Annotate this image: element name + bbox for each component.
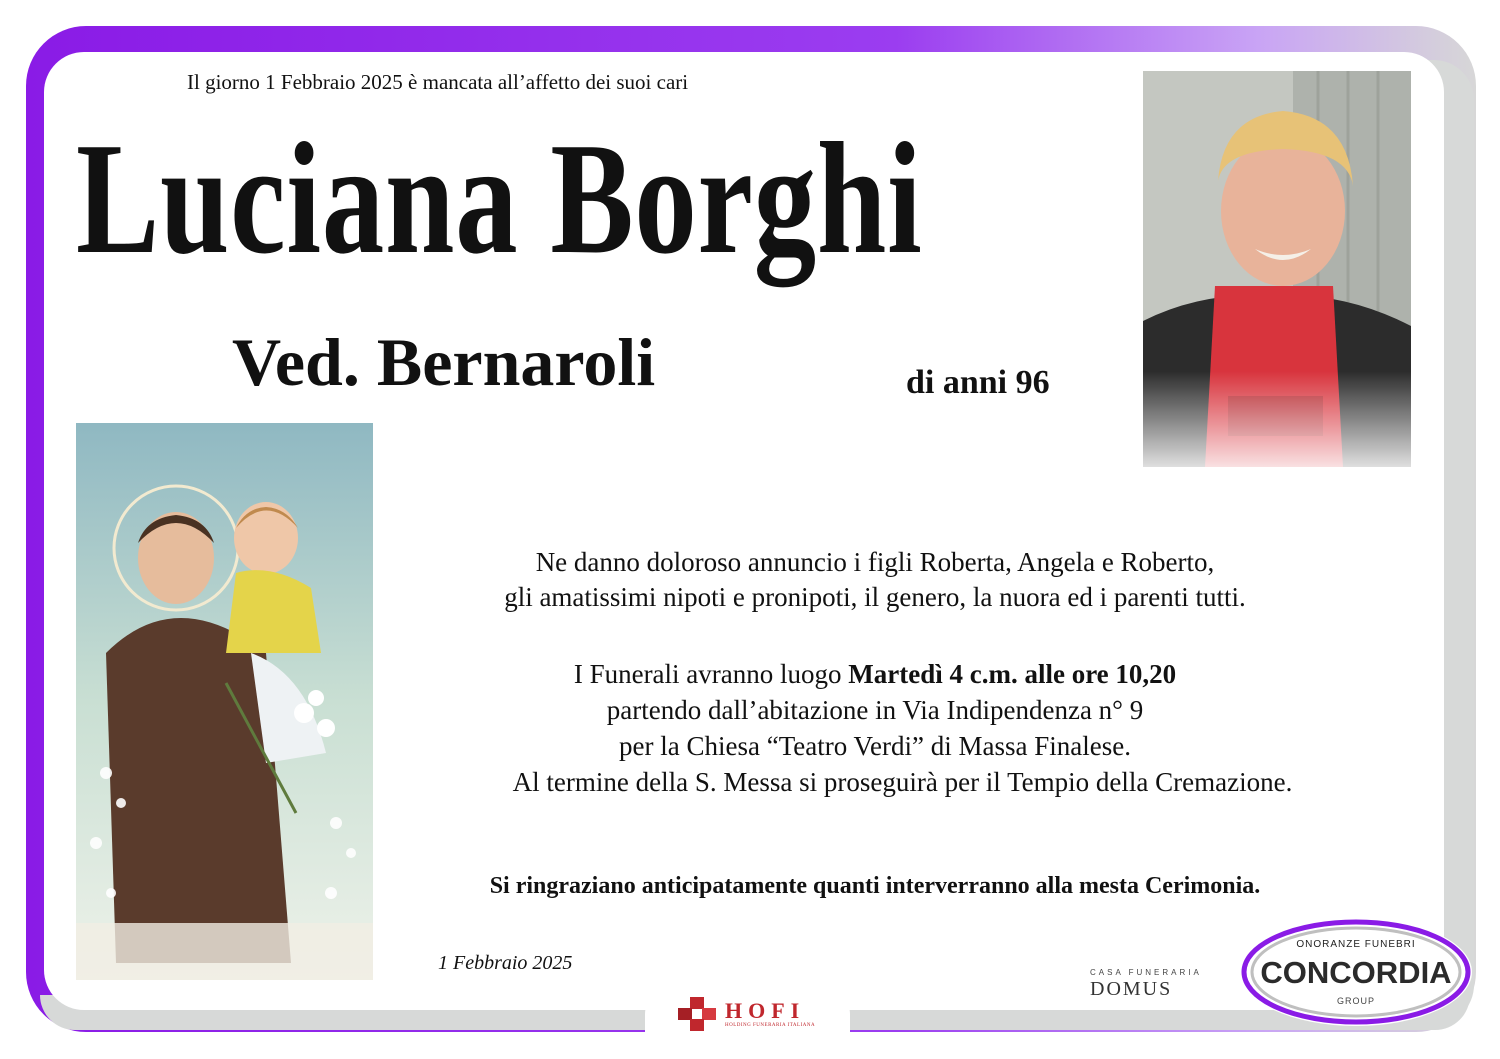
funeral-line-1 bbox=[370, 656, 1380, 692]
married-name: Ved. Bernaroli bbox=[232, 324, 656, 400]
hofi-logo-subtext: HOLDING FUNERARIA ITALIANA bbox=[725, 1023, 816, 1028]
hofi-cube-icon bbox=[678, 997, 718, 1031]
intro-text: Il giorno 1 Febbraio 2025 è mancata all’affetto dei suoi cari bbox=[187, 70, 689, 94]
concordia-logo-bottom: GROUP bbox=[1336, 996, 1375, 1006]
family-line-1: Ne danno doloroso annuncio i figli Roberta, Angela e Roberto, bbox=[535, 547, 1215, 577]
deceased-name: Luciana Borghi bbox=[76, 109, 923, 287]
family-line-2: gli amatissimi nipoti e pronipoti, il genero, la nuora ed i parenti tutti. bbox=[504, 582, 1246, 612]
concordia-logo-top: ONORANZE FUNEBRI bbox=[1296, 939, 1416, 950]
domus-logo-top: CASA FUNERARIA bbox=[1090, 968, 1202, 977]
funeral-line-4: Al termine della S. Messa si proseguirà per il Tempio della Cremazione. bbox=[512, 767, 1293, 797]
funeral-paragraph bbox=[370, 656, 1380, 800]
domus-logo-text: DOMUS bbox=[1090, 978, 1173, 1000]
concordia-logo-text: CONCORDIA bbox=[1260, 955, 1452, 990]
hofi-logo-text: HOFI bbox=[725, 998, 806, 1023]
funeral-line-3: per la Chiesa “Teatro Verdi” di Massa Finalese. bbox=[619, 731, 1131, 761]
portrait-photo bbox=[1143, 71, 1411, 467]
funeral-datetime: Martedì 4 c.m. alle ore 10,20 bbox=[848, 659, 1177, 689]
family-paragraph bbox=[370, 545, 1380, 615]
funeral-line-2: partendo dall’abitazione in Via Indipendenza n° 9 bbox=[606, 695, 1144, 725]
funeral-prefix: I Funerali avranno luogo bbox=[573, 659, 849, 689]
thanks-text: Si ringraziano anticipatamente quanti interverranno alla mesta Cerimonia. bbox=[489, 873, 1261, 899]
notice-date: 1 Febbraio 2025 bbox=[438, 952, 573, 974]
age-text: di anni 96 bbox=[906, 364, 1050, 401]
saint-anthony-image bbox=[76, 423, 373, 980]
